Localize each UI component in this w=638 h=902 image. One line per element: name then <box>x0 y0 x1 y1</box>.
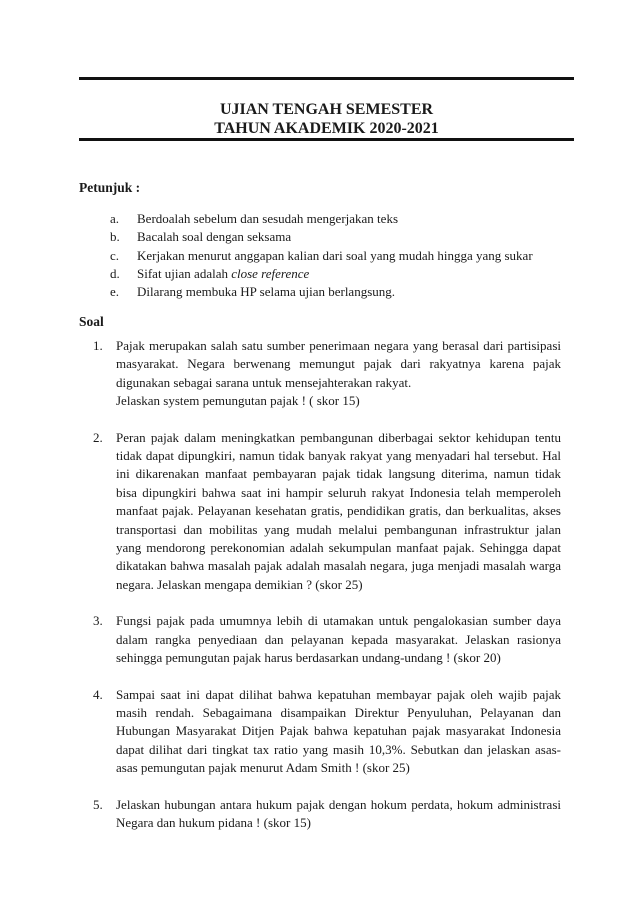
instruction-item <box>110 283 550 301</box>
instruction-emphasis: close reference <box>231 265 310 281</box>
question-number: 1. <box>93 338 103 353</box>
title-line-2: TAHUN AKADEMIK 2020-2021 <box>214 120 439 137</box>
question-item <box>93 612 561 667</box>
instruction-item <box>110 210 550 228</box>
instruction-text: Bacalah soal dengan seksama <box>137 229 292 245</box>
instruction-text: Dilarang membuka HP selama ujian berlangsung. <box>137 284 396 300</box>
question-text: Fungsi pajak pada umumnya lebih di utamakan untuk pengalokasian sumber daya dalam rangka penyediaan dan pelayanan kepada masyarakat. Jelaskan rasionya sehingga pemungutan pajak harus berdasarkan undang-undang ! (skor 20) <box>116 613 561 666</box>
page-title <box>79 100 574 138</box>
questions-list <box>93 337 561 850</box>
instruction-letter: e. <box>110 284 120 300</box>
question-text: Peran pajak dalam meningkatkan pembangunan diberbagai sektor kehidupan tentu tidak dapat dipungkiri, namun tidak banyak rakyat yang menyadari hal tersebut. Hal ini dikarenakan manfaat pembayaran pajak tidak langsung diterima, namun tidak bisa dipungkiri bahwa saat ini hampir seluruh rakyat Indonesia telah memperoleh manfaat pajak. Pelayanan kesehatan gratis, pendidikan gratis, dan berkualitas, akses transportasi dan mobilitas yang mudah melalui pembangunan infrastruktur jalan yang mendorong perekonomian adalah sekumpulan manfaat pajak. Sehingga dapat dikatakan bahwa masalah pajak adalah masalah negara, juga menjadi masalah warga negara. Jelaskan mengapa demikian ? (skor 25) <box>116 429 561 592</box>
question-text: Pajak merupakan salah satu sumber penerimaan negara yang berasal dari partisipasi masyarakat. Negara berwenang memungut pajak dari rakyatnya karena pajak digunakan sebagai sarana untuk mensejahterakan rakyat. <box>116 338 561 390</box>
instruction-letter: a. <box>110 211 120 226</box>
instruction-letter: c. <box>110 247 120 263</box>
question-item <box>93 796 561 833</box>
bottom-divider <box>79 138 574 141</box>
instruction-letter: d. <box>110 265 120 281</box>
instructions-heading: Petunjuk : <box>79 180 141 195</box>
question-text: Jelaskan hubungan antara hukum pajak dengan hokum perdata, hokum administrasi Negara dan hukum pidana ! (skor 15) <box>116 796 561 830</box>
question-text: Sampai saat ini dapat dilihat bahwa kepatuhan membayar pajak oleh wajib pajak masih rendah. Sebagaimana disampaikan Direktur Penyuluhan, Pelayanan dan Hubungan Masyarakat Ditjen Pajak bahwa kepatuhan pajak masyarakat Indonesia dapat dilihat dari tingkat tax ratio yang masih 10,3%. Sebutkan dan jelaskan asas-asas pemungutan pajak menurut Adam Smith ! (skor 25) <box>116 686 561 776</box>
title-line-1: UJIAN TENGAH SEMESTER <box>219 101 434 118</box>
top-divider <box>79 77 574 80</box>
question-number: 3. <box>93 613 103 629</box>
question-item <box>93 337 561 411</box>
instruction-text: Sifat ujian adalah <box>137 265 232 281</box>
instruction-letter: b. <box>110 229 120 245</box>
instruction-item <box>110 265 550 283</box>
question-item <box>93 686 561 778</box>
questions-heading: Soal <box>79 314 104 329</box>
question-number: 4. <box>93 686 103 702</box>
instruction-text: Berdoalah sebelum dan sesudah mengerjakan teks <box>137 211 398 226</box>
question-number: 2. <box>93 429 103 445</box>
question-item <box>93 429 561 595</box>
instruction-text: Kerjakan menurut anggapan kalian dari soal yang mudah hingga yang sukar <box>137 247 533 263</box>
instruction-item <box>110 247 550 265</box>
question-number: 5. <box>93 796 103 812</box>
question-prompt: Jelaskan system pemungutan pajak ! ( skor 15) <box>116 393 360 409</box>
instruction-item <box>110 228 550 246</box>
instructions-list <box>110 210 550 301</box>
